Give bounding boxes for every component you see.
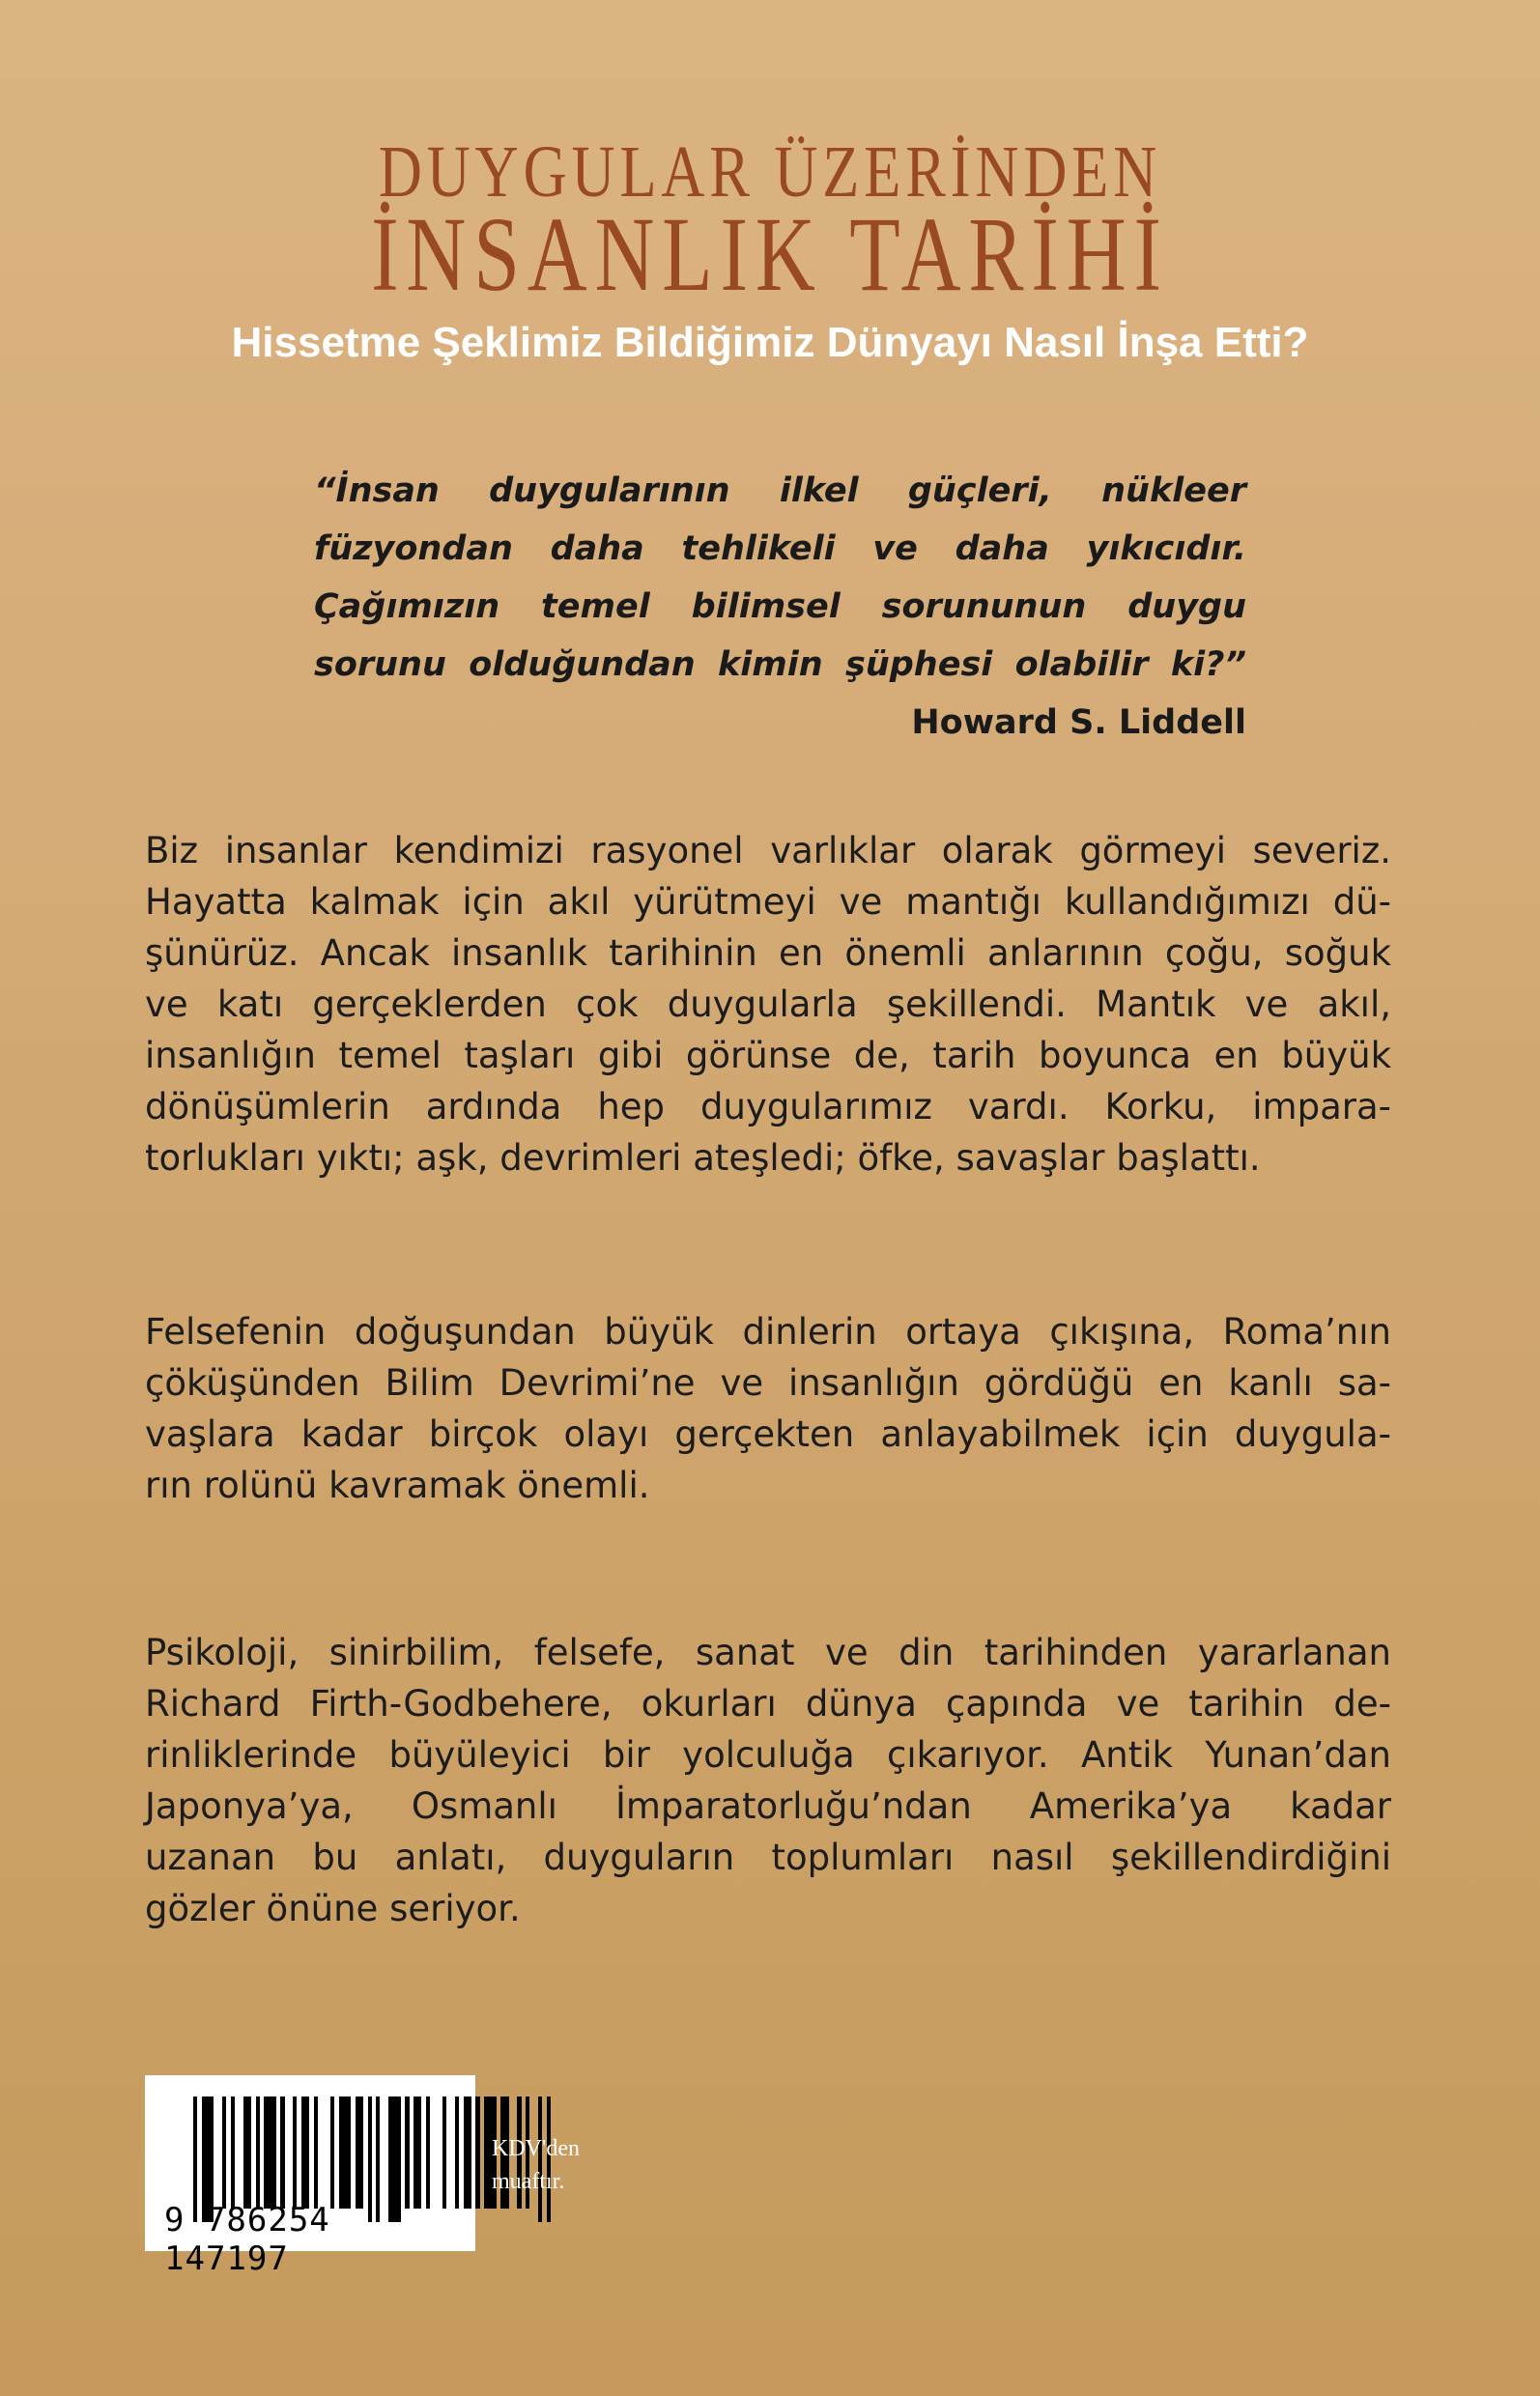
epigraph-quote	[314, 462, 1246, 752]
barcode-bar	[339, 2096, 352, 2209]
paragraph-line: uzanan bu anlatı, duyguların toplumları nasıl şekillendirdiğini	[145, 1837, 1391, 1878]
paragraph-line: rın rolünü kavramak önemli.	[145, 1465, 650, 1506]
isbn-barcode	[145, 2075, 475, 2278]
barcode-bar	[280, 2096, 284, 2209]
paragraph-line: Felsefenin doğuşundan büyük dinlerin ortaya çıkışına, Roma’nın	[145, 1311, 1391, 1353]
paragraph-line: rinliklerinde büyüleyici bir yolculuğa çıkarıyor. Antik Yunan’dan	[145, 1734, 1391, 1776]
barcode-bar	[405, 2096, 409, 2209]
paragraph-1	[145, 825, 1391, 1184]
tax-exempt-note	[492, 2132, 580, 2198]
paragraph-line: şünürüz. Ancak insanlık tarihinin en önemli anlarının çoğu, soğuk	[145, 932, 1391, 974]
title-line-1: DUYGULAR ÜZERİNDEN	[378, 131, 1162, 213]
barcode-bar	[356, 2096, 364, 2209]
barcode-bar	[330, 2096, 334, 2209]
quote-line: sorunu olduğundan kimin şüphesi olabilir ki?”	[314, 645, 1246, 684]
subtitle: Hissetme Şeklimiz Bildiğimiz Dünyayı Nasıl İnşa Etti?	[231, 319, 1309, 366]
paragraph-line: Richard Firth-Godbehere, okurları dünya çapında ve tarihin de-	[145, 1683, 1391, 1725]
barcode-bar	[442, 2096, 446, 2209]
barcode-bar	[455, 2096, 459, 2209]
isbn-number: 9 786254 147197	[164, 2201, 330, 2278]
paragraph-line: çöküşünden Bilim Devrimi’ne ve insanlığın gördüğü en kanlı sa-	[145, 1362, 1391, 1404]
paragraph-line: Biz insanlar kendimizi rasyonel varlıklar olarak görmeyi severiz.	[145, 830, 1391, 871]
paragraph-2	[145, 1306, 1391, 1511]
paragraph-line: insanlığın temel taşları gibi görünse de, tarih boyunca en büyük	[145, 1035, 1391, 1076]
quote-line: Çağımızın temel bilimsel sorununun duygu	[314, 587, 1246, 626]
barcode-bar	[414, 2096, 422, 2209]
quote-line: füzyondan daha tehlikeli ve daha yıkıcıdır.	[314, 529, 1246, 568]
paragraph-line: torlukları yıktı; aşk, devrimleri ateşledi; öfke, savaşlar başlattı.	[145, 1137, 1261, 1179]
barcode-bar	[464, 2096, 472, 2209]
paragraph-3	[145, 1627, 1391, 1934]
paragraph-line: gözler önüne seriyor.	[145, 1888, 521, 1929]
barcode-bar	[256, 2096, 260, 2209]
barcode-bar	[222, 2096, 226, 2209]
paragraph-line: Psikoloji, sinirbilim, felsefe, sanat ve din tarihinden yararlanan	[145, 1632, 1391, 1673]
quote-author: Howard S. Liddell	[911, 703, 1246, 742]
barcode-bar	[243, 2096, 252, 2209]
paragraph-line: Japonya’ya, Osmanlı İmparatorluğu’ndan Amerika’ya kadar	[145, 1785, 1391, 1827]
title-line-2: İNSANLIK TARİHİ	[371, 195, 1169, 313]
tax-note-line: muaftır.	[492, 2169, 565, 2194]
barcode-bar	[475, 2096, 479, 2209]
barcode-bar	[231, 2096, 235, 2209]
paragraph-line: Hayatta kalmak için akıl yürütmeyi ve mantığı kullandığımızı dü-	[145, 881, 1391, 923]
barcode-bar	[301, 2096, 310, 2209]
barcode-bar	[426, 2096, 430, 2209]
barcode-bar	[264, 2096, 276, 2209]
tax-note-line: KDV'den	[492, 2136, 580, 2161]
paragraph-line: dönüşümlerin ardında hep duygularımız vardı. Korku, impara-	[145, 1086, 1391, 1127]
quote-line: “İnsan duygularının ilkel güçleri, nükleer	[314, 471, 1246, 510]
paragraph-line: vaşlara kadar birçok olayı gerçekten anlayabilmek için duygula-	[145, 1413, 1391, 1455]
paragraph-line: ve katı gerçeklerden çok duygularla şekillendi. Mantık ve akıl,	[145, 984, 1391, 1025]
barcode-bar	[314, 2096, 318, 2209]
barcode-bar	[293, 2096, 297, 2209]
